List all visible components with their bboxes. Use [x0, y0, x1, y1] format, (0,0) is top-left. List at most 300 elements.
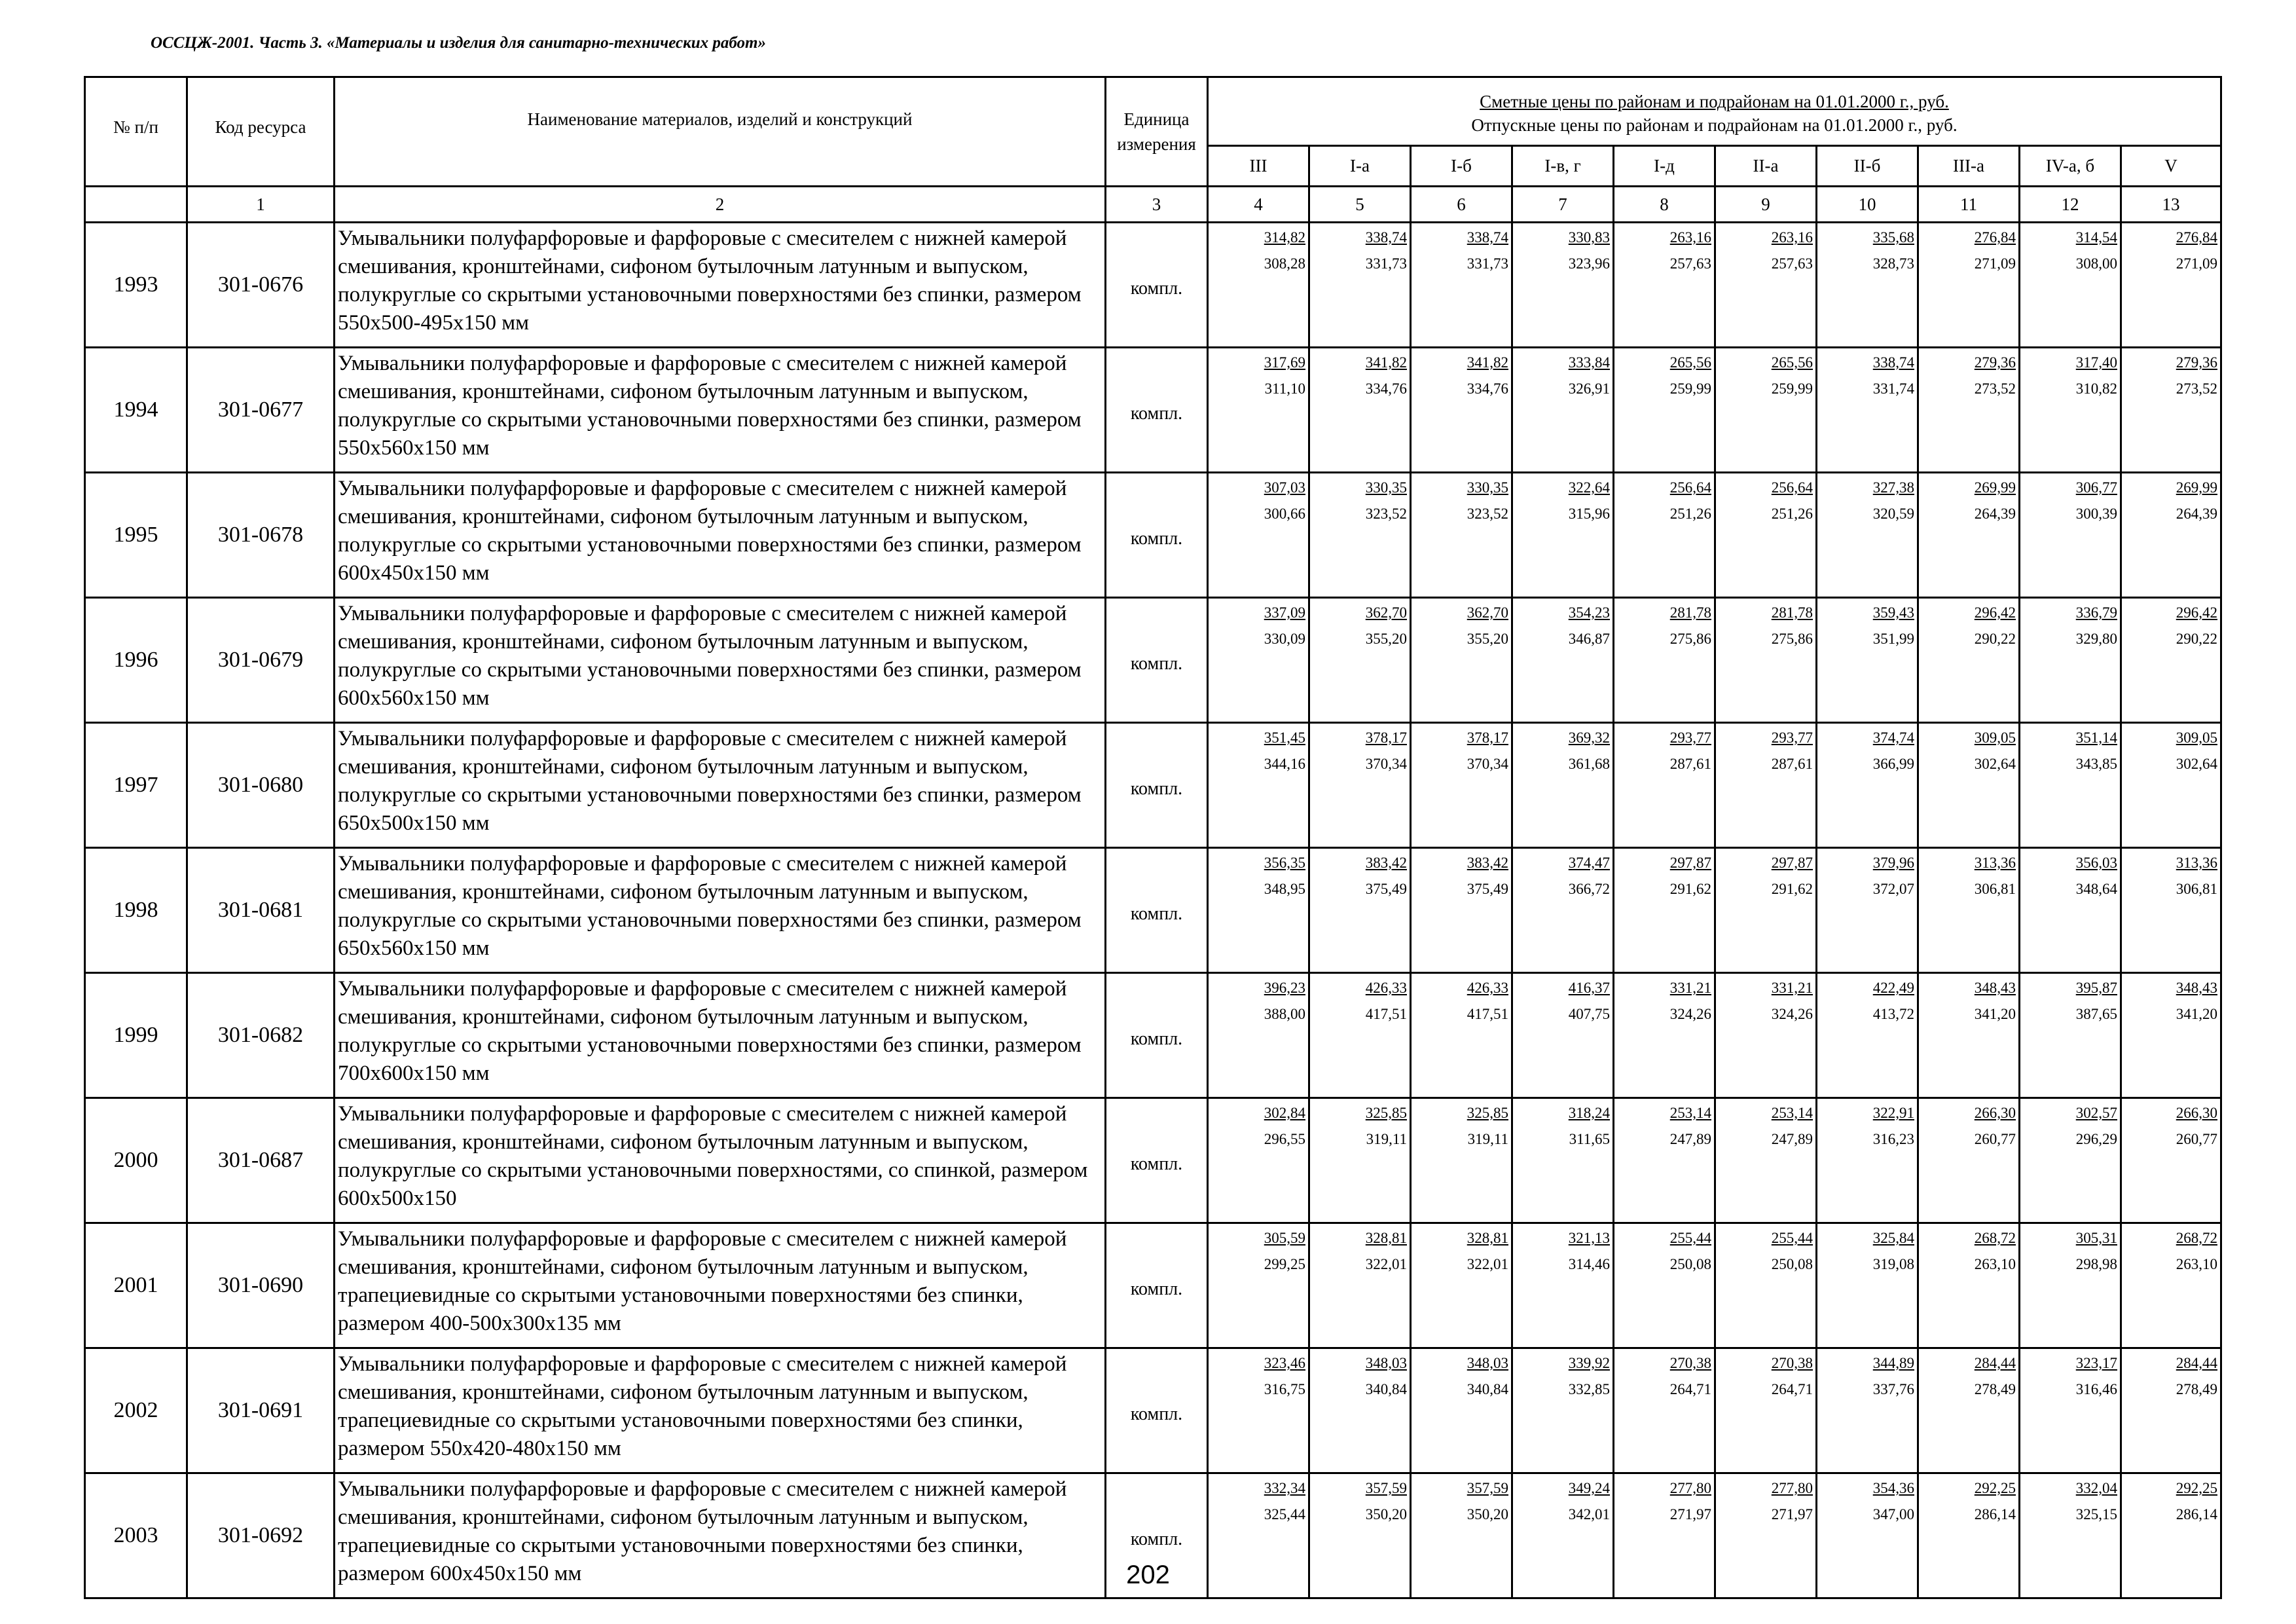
release-price: 250,08: [1771, 1256, 1813, 1272]
unit-of-measure: компл.: [1106, 723, 1208, 848]
estimate-price: 357,59: [1467, 1480, 1508, 1496]
price-cell: [2121, 473, 2221, 598]
release-price: 308,28: [1264, 255, 1305, 272]
release-price: 311,10: [1264, 380, 1305, 397]
estimate-price: 338,74: [1872, 354, 1914, 371]
price-cell: [1512, 723, 1614, 848]
estimate-price: 339,92: [1568, 1355, 1610, 1371]
row-number: 2000: [85, 1098, 187, 1223]
estimate-price: 325,85: [1365, 1105, 1407, 1121]
price-cell: [1918, 1098, 2020, 1223]
price-cell: [1715, 1223, 1817, 1348]
price-cell: [1208, 1348, 1309, 1473]
release-price: 331,73: [1467, 255, 1508, 272]
price-cell: [1309, 973, 1411, 1098]
estimate-price: 292,25: [2176, 1480, 2217, 1496]
table-row: [85, 598, 2221, 723]
release-price: 337,76: [1872, 1381, 1914, 1397]
estimate-price: 374,47: [1568, 855, 1610, 871]
release-price: 323,52: [1467, 506, 1508, 522]
release-price: 257,63: [1771, 255, 1813, 272]
estimate-price: 253,14: [1669, 1105, 1711, 1121]
release-price: 311,65: [1569, 1131, 1610, 1147]
estimate-price: 293,77: [1771, 729, 1813, 746]
release-price: 319,11: [1467, 1131, 1508, 1147]
price-cell: [2121, 348, 2221, 473]
price-cell: [2121, 723, 2221, 848]
unit-of-measure: компл.: [1106, 1473, 1208, 1598]
price-cell: [1614, 473, 1715, 598]
price-cell: [1309, 1098, 1411, 1223]
unit-of-measure: компл.: [1106, 1098, 1208, 1223]
price-cell: [1918, 348, 2020, 473]
release-price: 308,00: [2075, 255, 2117, 272]
price-cell: [1411, 348, 1512, 473]
region-header: III-а: [1918, 146, 2020, 187]
release-price: 316,23: [1872, 1131, 1914, 1147]
price-cell: [1309, 598, 1411, 723]
price-cell: [1817, 223, 1918, 348]
release-price: 322,01: [1365, 1256, 1407, 1272]
column-number: 9: [1715, 187, 1817, 223]
item-name: Умывальники полуфарфоровые и фарфоровые с смесителем с нижней камерой смешивания, кронштейнами, сифоном бутылочным латунным и выпуском, полукруглые со скрытыми установочными поверхностями без спинки, размером 700x600x150 мм: [335, 973, 1106, 1098]
table-row: [85, 223, 2221, 348]
release-price: 366,72: [1568, 881, 1610, 897]
release-price: 273,52: [2176, 380, 2217, 397]
release-price: 341,20: [1974, 1006, 2016, 1022]
estimate-price: 279,36: [1974, 354, 2016, 371]
price-cell: [1208, 973, 1309, 1098]
release-price: 291,62: [1669, 881, 1711, 897]
price-cell: [1614, 223, 1715, 348]
estimate-price: 344,89: [1872, 1355, 1914, 1371]
estimate-price: 378,17: [1467, 729, 1508, 746]
estimate-price: 281,78: [1771, 604, 1813, 621]
region-header: V: [2121, 146, 2221, 187]
price-cell: [1309, 723, 1411, 848]
estimate-price: 426,33: [1365, 980, 1407, 996]
release-price: 323,52: [1365, 506, 1407, 522]
release-price: 407,75: [1568, 1006, 1610, 1022]
table-row: [85, 1098, 2221, 1223]
estimate-price: 341,82: [1365, 354, 1407, 371]
price-cell: [1614, 1223, 1715, 1348]
release-price: 264,71: [1771, 1381, 1813, 1397]
estimate-price: 416,37: [1568, 980, 1610, 996]
column-number: 3: [1106, 187, 1208, 223]
release-price: 271,09: [1974, 255, 2016, 272]
release-price: 259,99: [1771, 380, 1813, 397]
price-cell: [1614, 723, 1715, 848]
release-price: 247,89: [1771, 1131, 1813, 1147]
row-number: 1998: [85, 848, 187, 973]
resource-code: 301-0691: [187, 1348, 335, 1473]
region-header: IV-а, б: [2020, 146, 2121, 187]
price-cell: [1614, 973, 1715, 1098]
estimate-price: 395,87: [2075, 980, 2117, 996]
price-cell: [1208, 473, 1309, 598]
release-price: 322,01: [1467, 1256, 1508, 1272]
estimate-price: 325,84: [1872, 1230, 1914, 1246]
estimate-price: 277,80: [1771, 1480, 1813, 1496]
unit-of-measure: компл.: [1106, 348, 1208, 473]
estimate-price: 265,56: [1669, 354, 1711, 371]
estimate-price: 268,72: [2176, 1230, 2217, 1246]
release-price: 387,65: [2075, 1006, 2117, 1022]
price-cell: [2121, 1348, 2221, 1473]
price-cell: [1715, 723, 1817, 848]
release-price: 257,63: [1669, 255, 1711, 272]
estimate-price: 330,83: [1568, 229, 1610, 246]
resource-code: 301-0682: [187, 973, 335, 1098]
unit-of-measure: компл.: [1106, 973, 1208, 1098]
unit-of-measure: компл.: [1106, 473, 1208, 598]
release-price: 324,26: [1669, 1006, 1711, 1022]
estimate-price: 314,54: [2075, 229, 2117, 246]
estimate-price: 317,40: [2075, 354, 2117, 371]
release-price: 350,20: [1467, 1506, 1508, 1522]
unit-of-measure: компл.: [1106, 598, 1208, 723]
price-cell: [2020, 223, 2121, 348]
estimate-price: 426,33: [1467, 980, 1508, 996]
price-cell: [2020, 973, 2121, 1098]
release-price: 326,91: [1568, 380, 1610, 397]
estimate-price: 266,30: [2176, 1105, 2217, 1121]
release-price: 323,96: [1568, 255, 1610, 272]
price-table: [84, 76, 2222, 1599]
release-price: 347,00: [1872, 1506, 1914, 1522]
estimate-price: 333,84: [1568, 354, 1610, 371]
estimate-price: 276,84: [2176, 229, 2217, 246]
release-price: 340,84: [1365, 1381, 1407, 1397]
estimate-price: 379,96: [1872, 855, 1914, 871]
release-price: 250,08: [1669, 1256, 1711, 1272]
release-price: 325,15: [2075, 1506, 2117, 1522]
page-number: 202: [1126, 1560, 1170, 1589]
release-price: 348,95: [1264, 881, 1305, 897]
estimate-price: 313,36: [1974, 855, 2016, 871]
price-cell: [1715, 223, 1817, 348]
price-cell: [1614, 348, 1715, 473]
release-price: 366,99: [1872, 756, 1914, 772]
estimate-price: 337,09: [1264, 604, 1305, 621]
estimate-price: 328,81: [1365, 1230, 1407, 1246]
estimate-price: 270,38: [1669, 1355, 1711, 1371]
price-cell: [1614, 1098, 1715, 1223]
estimate-price: 332,34: [1264, 1480, 1305, 1496]
price-cell: [1715, 1098, 1817, 1223]
estimate-price: 297,87: [1669, 855, 1711, 871]
estimate-price: 270,38: [1771, 1355, 1813, 1371]
region-header: I-а: [1309, 146, 1411, 187]
price-cell: [1817, 1223, 1918, 1348]
price-cell: [1817, 723, 1918, 848]
price-cell: [1512, 848, 1614, 973]
release-price: 342,01: [1568, 1506, 1610, 1522]
column-number: 10: [1817, 187, 1918, 223]
estimate-price: 369,32: [1568, 729, 1610, 746]
price-cell: [1817, 473, 1918, 598]
item-name: Умывальники полуфарфоровые и фарфоровые с смесителем с нижней камерой смешивания, кронштейнами, сифоном бутылочным латунным и выпуском, трапециевидные со скрытыми установочными поверхностями без спинки, размером 400-500x300x135 мм: [335, 1223, 1106, 1348]
release-price: 259,99: [1669, 380, 1711, 397]
price-table-container: [84, 76, 2217, 1599]
price-cell: [1715, 473, 1817, 598]
estimate-price: 348,03: [1365, 1355, 1407, 1371]
column-number: 6: [1411, 187, 1512, 223]
estimate-price: 309,05: [2176, 729, 2217, 746]
release-price: 264,71: [1669, 1381, 1711, 1397]
column-number: 4: [1208, 187, 1309, 223]
release-price: 251,26: [1669, 506, 1711, 522]
release-price: 291,62: [1771, 881, 1813, 897]
release-price: 300,66: [1264, 506, 1305, 522]
estimate-price: 269,99: [2176, 479, 2217, 496]
release-price: 263,10: [2176, 1256, 2217, 1272]
estimate-price: 266,30: [1974, 1105, 2016, 1121]
estimate-price: 313,36: [2176, 855, 2217, 871]
table-row: [85, 973, 2221, 1098]
price-cell: [1208, 848, 1309, 973]
region-header: I-д: [1614, 146, 1715, 187]
region-header: I-б: [1411, 146, 1512, 187]
column-number: 12: [2020, 187, 2121, 223]
estimate-price: 335,68: [1872, 229, 1914, 246]
price-cell: [1512, 973, 1614, 1098]
item-name: Умывальники полуфарфоровые и фарфоровые с смесителем с нижней камерой смешивания, кронштейнами, сифоном бутылочным латунным и выпуском, трапециевидные со скрытыми установочными поверхностями без спинки, размером 600x450x150 мм: [335, 1473, 1106, 1598]
price-cell: [1309, 473, 1411, 598]
resource-code: 301-0679: [187, 598, 335, 723]
release-price: 417,51: [1467, 1006, 1508, 1022]
resource-code: 301-0692: [187, 1473, 335, 1598]
estimate-price: 349,24: [1568, 1480, 1610, 1496]
release-price: 329,80: [2075, 631, 2117, 647]
item-name: Умывальники полуфарфоровые и фарфоровые с смесителем с нижней камерой смешивания, кронштейнами, сифоном бутылочным латунным и выпуском, полукруглые со скрытыми установочными поверхностями без спинки, размером 600x450x150 мм: [335, 473, 1106, 598]
estimate-price: 351,14: [2075, 729, 2117, 746]
row-number: 1995: [85, 473, 187, 598]
price-cell: [1309, 1223, 1411, 1348]
price-cell: [2020, 848, 2121, 973]
price-cell: [1208, 723, 1309, 848]
estimate-price: 309,05: [1974, 729, 2016, 746]
col-header-name: Наименование материалов, изделий и конструкций: [335, 77, 1106, 187]
price-cell: [2121, 848, 2221, 973]
estimate-price: 348,43: [2176, 980, 2217, 996]
estimate-price: 330,35: [1467, 479, 1508, 496]
price-cell: [1411, 1098, 1512, 1223]
price-cell: [2020, 598, 2121, 723]
row-number: 1993: [85, 223, 187, 348]
estimate-price: 279,36: [2176, 354, 2217, 371]
release-price: 372,07: [1872, 881, 1914, 897]
price-cell: [1817, 1098, 1918, 1223]
release-price: 306,81: [1974, 881, 2016, 897]
release-price: 298,98: [2075, 1256, 2117, 1272]
estimate-price: 383,42: [1365, 855, 1407, 871]
price-cell: [1715, 348, 1817, 473]
estimate-price: 302,57: [2075, 1105, 2117, 1121]
release-price: 275,86: [1771, 631, 1813, 647]
resource-code: 301-0680: [187, 723, 335, 848]
release-price: 251,26: [1771, 506, 1813, 522]
region-header: II-а: [1715, 146, 1817, 187]
release-price: 302,64: [2176, 756, 2217, 772]
estimate-price: 331,21: [1669, 980, 1711, 996]
price-cell: [1817, 848, 1918, 973]
price-cell: [1918, 723, 2020, 848]
release-price: 271,97: [1669, 1506, 1711, 1522]
release-price: 331,74: [1872, 380, 1914, 397]
estimate-price: 357,59: [1365, 1480, 1407, 1496]
col-header-unit: Единица измерения: [1106, 77, 1208, 187]
estimate-price: 422,49: [1872, 980, 1914, 996]
release-price: 260,77: [1974, 1131, 2016, 1147]
release-price: 264,39: [2176, 506, 2217, 522]
estimate-price: 296,42: [1974, 604, 2016, 621]
release-price: 355,20: [1467, 631, 1508, 647]
item-name: Умывальники полуфарфоровые и фарфоровые с смесителем с нижней камерой смешивания, кронштейнами, сифоном бутылочным латунным и выпуском, трапециевидные со скрытыми установочными поверхностями без спинки, размером 550x420-480x150 мм: [335, 1348, 1106, 1473]
price-header-estimate: Сметные цены по районам и подрайонам на 01.01.2000 г., руб.: [1480, 92, 1949, 111]
estimate-price: 348,03: [1467, 1355, 1508, 1371]
price-cell: [1309, 223, 1411, 348]
estimate-price: 255,44: [1669, 1230, 1711, 1246]
table-row: [85, 1348, 2221, 1473]
price-cell: [2020, 473, 2121, 598]
release-price: 263,10: [1974, 1256, 2016, 1272]
release-price: 344,16: [1264, 756, 1305, 772]
item-name: Умывальники полуфарфоровые и фарфоровые с смесителем с нижней камерой смешивания, кронштейнами, сифоном бутылочным латунным и выпуском, полукруглые со скрытыми установочными поверхностями без спинки, размером 550x500-495x150 мм: [335, 223, 1106, 348]
table-row: [85, 1223, 2221, 1348]
release-price: 275,86: [1669, 631, 1711, 647]
column-number: 7: [1512, 187, 1614, 223]
release-price: 346,87: [1568, 631, 1610, 647]
item-name: Умывальники полуфарфоровые и фарфоровые с смесителем с нижней камерой смешивания, кронштейнами, сифоном бутылочным латунным и выпуском, полукруглые со скрытыми установочными поверхностями без спинки, размером 600x560x150 мм: [335, 598, 1106, 723]
region-header: I-в, г: [1512, 146, 1614, 187]
release-price: 334,76: [1467, 380, 1508, 397]
estimate-price: 318,24: [1568, 1105, 1610, 1121]
item-name: Умывальники полуфарфоровые и фарфоровые с смесителем с нижней камерой смешивания, кронштейнами, сифоном бутылочным латунным и выпуском, полукруглые со скрытыми установочными поверхностями, со спинкой, размером 600x500x150: [335, 1098, 1106, 1223]
release-price: 286,14: [1974, 1506, 2016, 1522]
price-cell: [2121, 598, 2221, 723]
price-cell: [1918, 973, 2020, 1098]
release-price: 330,09: [1264, 631, 1305, 647]
price-cell: [1614, 848, 1715, 973]
release-price: 287,61: [1771, 756, 1813, 772]
column-number: 11: [1918, 187, 2020, 223]
price-cell: [1715, 848, 1817, 973]
estimate-price: 338,74: [1467, 229, 1508, 246]
resource-code: 301-0678: [187, 473, 335, 598]
estimate-price: 331,21: [1771, 980, 1813, 996]
item-name: Умывальники полуфарфоровые и фарфоровые с смесителем с нижней камерой смешивания, кронштейнами, сифоном бутылочным латунным и выпуском, полукруглые со скрытыми установочными поверхностями без спинки, размером 650x500x150 мм: [335, 723, 1106, 848]
release-price: 375,49: [1467, 881, 1508, 897]
price-cell: [2020, 1223, 2121, 1348]
release-price: 343,85: [2075, 756, 2117, 772]
estimate-price: 336,79: [2075, 604, 2117, 621]
column-number-blank: [85, 187, 187, 223]
estimate-price: 255,44: [1771, 1230, 1813, 1246]
col-header-code: Код ресурса: [187, 77, 335, 187]
price-cell: [1411, 1223, 1512, 1348]
row-number: 1994: [85, 348, 187, 473]
price-cell: [1512, 223, 1614, 348]
region-header: III: [1208, 146, 1309, 187]
release-price: 287,61: [1669, 756, 1711, 772]
estimate-price: 328,81: [1467, 1230, 1508, 1246]
release-price: 350,20: [1365, 1506, 1407, 1522]
estimate-price: 307,03: [1264, 479, 1305, 496]
price-cell: [1512, 473, 1614, 598]
estimate-price: 284,44: [1974, 1355, 2016, 1371]
release-price: 278,49: [2176, 1381, 2217, 1397]
estimate-price: 263,16: [1771, 229, 1813, 246]
price-cell: [1817, 973, 1918, 1098]
release-price: 370,34: [1365, 756, 1407, 772]
price-cell: [1208, 348, 1309, 473]
estimate-price: 351,45: [1264, 729, 1305, 746]
estimate-price: 356,03: [2075, 855, 2117, 871]
estimate-price: 378,17: [1365, 729, 1407, 746]
region-header: II-б: [1817, 146, 1918, 187]
estimate-price: 314,82: [1264, 229, 1305, 246]
estimate-price: 323,46: [1264, 1355, 1305, 1371]
release-price: 278,49: [1974, 1381, 2016, 1397]
price-cell: [1512, 1348, 1614, 1473]
row-number: 1997: [85, 723, 187, 848]
price-cell: [1918, 473, 2020, 598]
release-price: 319,08: [1872, 1256, 1914, 1272]
release-price: 314,46: [1568, 1256, 1610, 1272]
row-number: 2003: [85, 1473, 187, 1598]
release-price: 302,64: [1974, 756, 2016, 772]
estimate-price: 383,42: [1467, 855, 1508, 871]
price-cell: [2121, 973, 2221, 1098]
unit-of-measure: компл.: [1106, 1348, 1208, 1473]
release-price: 296,55: [1264, 1131, 1305, 1147]
release-price: 286,14: [2176, 1506, 2217, 1522]
estimate-price: 359,43: [1872, 604, 1914, 621]
unit-of-measure: компл.: [1106, 1223, 1208, 1348]
release-price: 315,96: [1568, 506, 1610, 522]
price-cell: [2020, 1348, 2121, 1473]
estimate-price: 362,70: [1467, 604, 1508, 621]
price-cell: [1208, 223, 1309, 348]
table-row: [85, 348, 2221, 473]
resource-code: 301-0676: [187, 223, 335, 348]
col-header-prices: [1208, 77, 2221, 146]
release-price: 348,64: [2075, 881, 2117, 897]
price-cell: [2121, 1098, 2221, 1223]
price-cell: [1411, 223, 1512, 348]
estimate-price: 263,16: [1669, 229, 1711, 246]
estimate-price: 354,36: [1872, 1480, 1914, 1496]
price-cell: [1411, 973, 1512, 1098]
column-number: 5: [1309, 187, 1411, 223]
estimate-price: 284,44: [2176, 1355, 2217, 1371]
release-price: 351,99: [1872, 631, 1914, 647]
price-cell: [1512, 1098, 1614, 1223]
row-number: 2001: [85, 1223, 187, 1348]
price-cell: [1614, 1348, 1715, 1473]
estimate-price: 354,23: [1568, 604, 1610, 621]
estimate-price: 396,23: [1264, 980, 1305, 996]
price-cell: [1208, 598, 1309, 723]
release-price: 319,11: [1366, 1131, 1407, 1147]
document-header: ОССЦЖ-2001. Часть 3. «Материалы и изделия для санитарно-технических работ»: [151, 34, 766, 52]
estimate-price: 332,04: [2075, 1480, 2117, 1496]
table-row: [85, 723, 2221, 848]
estimate-price: 296,42: [2176, 604, 2217, 621]
release-price: 299,25: [1264, 1256, 1305, 1272]
